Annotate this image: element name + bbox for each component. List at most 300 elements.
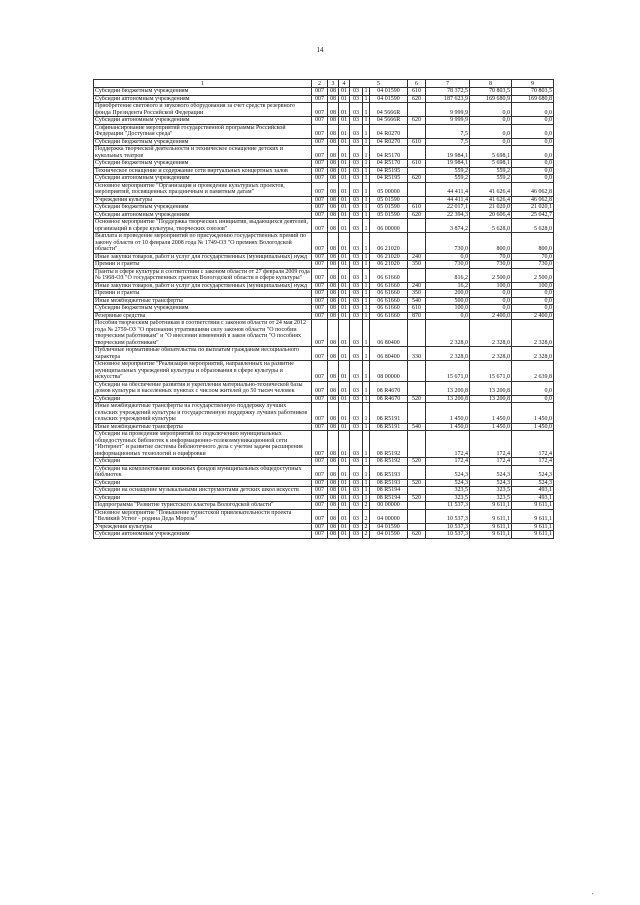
row-cell-c5c: 06 61660 bbox=[370, 305, 408, 313]
row-cell-c5c: 04 00000 bbox=[370, 509, 408, 523]
row-cell-c8: 2 328,0 bbox=[470, 320, 512, 347]
row-cell-c8: 41 626,4 bbox=[470, 196, 512, 204]
page-number: 14 bbox=[316, 46, 324, 54]
row-cell-c2: 007 bbox=[312, 312, 328, 320]
row-cell-c5a: 03 bbox=[350, 233, 363, 254]
row-cell-c7: 730,0 bbox=[426, 261, 470, 269]
row-cell-c5c: 08 R5194 bbox=[370, 487, 408, 495]
row-cell-c6: 540 bbox=[408, 297, 426, 305]
row-cell-c6: 870 bbox=[408, 312, 426, 320]
row-cell-c6: 240 bbox=[408, 282, 426, 290]
row-cell-c7: 172,4 bbox=[426, 431, 470, 458]
row-cell-c9: 2 400,0 bbox=[512, 312, 554, 320]
row-cell-c9: 0,0 bbox=[512, 146, 554, 160]
row-cell-c9: 70,0 bbox=[512, 253, 554, 261]
row-cell-c5b: 1 bbox=[363, 361, 370, 382]
row-cell-c5b: 1 bbox=[364, 290, 368, 296]
header-cell: 2 bbox=[312, 80, 328, 88]
row-cell-c6 bbox=[408, 523, 426, 531]
row-cell-c7: 78 372,5 bbox=[426, 88, 470, 96]
row-cell-c4: 01 bbox=[339, 297, 350, 305]
row-cell-c5a: 03 bbox=[350, 124, 363, 138]
table-row bbox=[94, 233, 554, 254]
row-cell-c9: 9 611,1 bbox=[512, 509, 554, 523]
row-cell-c8: 172,4 bbox=[470, 458, 512, 466]
row-cell-c8: 9 611,1 bbox=[470, 523, 512, 531]
row-cell-c8: 70 803,5 bbox=[470, 88, 512, 96]
row-cell-c5b: 1 bbox=[364, 160, 368, 166]
row-cell-c2: 007 bbox=[312, 347, 328, 361]
row-cell-c9: 25 042,7 bbox=[512, 211, 554, 219]
row-cell-c5c: 04 R5195 bbox=[370, 175, 408, 183]
header-cell: 9 bbox=[512, 80, 554, 88]
row-cell-c6 bbox=[408, 233, 426, 254]
row-label: Субсидии бюджетным учреждениям bbox=[94, 88, 312, 96]
row-cell-c2: 007 bbox=[312, 146, 328, 160]
row-cell-c5c: 06 61660 bbox=[370, 268, 408, 282]
row-cell-c5a: 03 bbox=[350, 502, 363, 510]
row-cell-c2: 007 bbox=[312, 117, 328, 125]
row-cell-c7: 816,2 bbox=[426, 268, 470, 282]
row-cell-c9: 0,0 bbox=[512, 138, 554, 146]
row-cell-c9: 0,0 bbox=[512, 175, 554, 183]
row-cell-c4: 01 bbox=[339, 502, 350, 510]
row-cell-c5a: 03 bbox=[350, 204, 363, 212]
row-cell-c6: 520 bbox=[408, 479, 426, 487]
row-cell-c7: 100,0 bbox=[426, 305, 470, 313]
row-cell-c3: 08 bbox=[328, 305, 339, 313]
row-label: Субсидии автономным учреждениям bbox=[94, 117, 312, 125]
row-cell-c5a: 03 bbox=[350, 531, 363, 539]
row-cell-c2: 007 bbox=[312, 465, 328, 479]
row-cell-c5c: 04 5666R bbox=[370, 103, 408, 117]
row-cell-c5b: 2 bbox=[363, 509, 370, 523]
row-cell-c7: 10 537,3 bbox=[426, 531, 470, 539]
row-cell-c8: 524,3 bbox=[470, 465, 512, 479]
row-cell-c5a: 03 bbox=[350, 282, 363, 290]
row-cell-c2: 007 bbox=[312, 88, 328, 96]
row-label: Субсидии автономным учреждениям bbox=[94, 175, 312, 183]
row-cell-c9: 5 628,0 bbox=[512, 219, 554, 233]
row-cell-c5c: 05 01590 bbox=[370, 196, 408, 204]
row-label: Основное мероприятие "Повышение туристской привлекательности проекта "Великий Устюг - родина Деда Мороза" bbox=[94, 509, 312, 523]
row-cell-c6 bbox=[408, 146, 426, 160]
row-cell-c9: 2 639,8 bbox=[512, 361, 554, 382]
table-row bbox=[94, 282, 554, 290]
row-cell-c5a: 03 bbox=[350, 423, 363, 431]
row-label: Гранты в сфере культуры в соответствии с законом области от 27 февраля 2009 года № 1968-ОЗ "О государственных грантах Вологодской области в сфере культуры" bbox=[95, 268, 310, 281]
table-row bbox=[94, 117, 554, 125]
row-cell-c5c: 08 00000 bbox=[370, 361, 408, 382]
row-cell-c4: 01 bbox=[339, 253, 350, 261]
row-cell-c5b: 1 bbox=[363, 431, 370, 458]
row-cell-c5a: 03 bbox=[350, 381, 363, 395]
row-cell-c4: 01 bbox=[339, 233, 350, 254]
row-cell-c5c: 05 00000 bbox=[370, 182, 408, 196]
row-cell-c8: 559,2 bbox=[470, 175, 512, 183]
row-cell-c4: 01 bbox=[339, 305, 350, 313]
row-cell-c2: 007 bbox=[312, 531, 328, 539]
row-cell-c5c: 04 R0270 bbox=[370, 124, 408, 138]
row-cell-c5c: 08 R5192 bbox=[370, 458, 408, 466]
row-cell-c7: 524,3 bbox=[426, 465, 470, 479]
row-cell-c9: 9 611,1 bbox=[512, 502, 554, 510]
row-cell-c7: 9 999,9 bbox=[426, 103, 470, 117]
row-cell-c8: 169 680,9 bbox=[470, 95, 512, 103]
row-cell-c5c: 06 80400 bbox=[370, 320, 408, 347]
row-cell-c4: 01 bbox=[339, 312, 350, 320]
row-cell-c5b: 1 bbox=[364, 297, 368, 304]
row-cell-c9: 2 328,0 bbox=[512, 320, 554, 347]
row-cell-c4: 01 bbox=[339, 167, 350, 175]
table-row bbox=[94, 204, 554, 212]
row-cell-c7: 7,5 bbox=[426, 124, 470, 138]
row-cell-c5b: 1 bbox=[364, 395, 368, 402]
row-cell-c5a: 03 bbox=[350, 160, 363, 168]
row-cell-c6 bbox=[408, 465, 426, 479]
row-cell-c6 bbox=[408, 196, 426, 204]
row-cell-c5a: 03 bbox=[350, 253, 363, 261]
row-cell-c8: 0,0 bbox=[470, 138, 512, 146]
row-cell-c4: 01 bbox=[339, 282, 350, 290]
row-cell-c9: 172,4 bbox=[512, 458, 554, 466]
row-cell-c2: 007 bbox=[312, 95, 328, 103]
row-label: Субсидии автономным учреждениям bbox=[94, 211, 312, 219]
row-cell-c5c: 00 00000 bbox=[370, 502, 408, 510]
row-cell-c2: 007 bbox=[312, 196, 328, 204]
row-label: Учреждения культуры bbox=[94, 196, 312, 204]
row-cell-c5c: 04 R0270 bbox=[370, 138, 408, 146]
row-label: Основное мероприятие "Реализация мероприятий, направленных на развитие муниципальных учреждений культуры и образования в сфере культуры и искусства" bbox=[94, 361, 312, 382]
row-cell-c4: 01 bbox=[339, 182, 350, 196]
row-cell-c3: 08 bbox=[328, 312, 339, 320]
row-cell-c5c: 06 61660 bbox=[370, 282, 408, 290]
row-cell-c5b: 1 bbox=[363, 347, 370, 361]
row-cell-c6 bbox=[408, 268, 426, 282]
row-cell-c8: 800,0 bbox=[470, 233, 512, 254]
row-cell-c2: 007 bbox=[312, 261, 328, 269]
row-cell-c5b: 1 bbox=[364, 196, 368, 203]
row-cell-c9: 0,0 bbox=[512, 395, 554, 403]
row-cell-c3: 08 bbox=[328, 509, 339, 523]
table-row bbox=[94, 95, 554, 103]
row-cell-c8: 323,5 bbox=[470, 494, 512, 502]
row-cell-c5a: 03 bbox=[350, 268, 363, 282]
row-cell-c8: 20 606,4 bbox=[470, 211, 512, 219]
table-row bbox=[94, 211, 554, 219]
table-row bbox=[94, 320, 554, 347]
row-cell-c7: 3 874,2 bbox=[426, 219, 470, 233]
row-cell-c5c: 04 5666R bbox=[370, 117, 408, 125]
table-row bbox=[94, 502, 554, 510]
row-cell-c4: 01 bbox=[339, 160, 350, 168]
row-cell-c4: 01 bbox=[339, 196, 350, 204]
row-cell-c2: 007 bbox=[312, 523, 328, 531]
table-row bbox=[94, 160, 554, 168]
row-cell-c5a: 03 bbox=[350, 95, 363, 103]
row-cell-c7: 500,0 bbox=[426, 297, 470, 305]
row-cell-c5c: 06 21020 bbox=[370, 253, 408, 261]
row-cell-c8: 172,4 bbox=[470, 431, 512, 458]
row-cell-c5c: 04 01590 bbox=[370, 523, 408, 531]
row-cell-c5b: 1 bbox=[364, 312, 368, 319]
row-cell-c2: 007 bbox=[312, 487, 328, 495]
row-cell-c2: 007 bbox=[312, 182, 328, 196]
row-cell-c2: 007 bbox=[312, 381, 328, 395]
row-cell-c4: 01 bbox=[339, 290, 350, 298]
row-cell-c7: 172,4 bbox=[426, 458, 470, 466]
row-cell-c5c: 04 01590 bbox=[370, 531, 408, 539]
row-cell-c7: 11 537,3 bbox=[426, 502, 470, 510]
table-row bbox=[94, 297, 554, 305]
row-cell-c5b: 1 bbox=[363, 465, 370, 479]
row-cell-c3: 08 bbox=[328, 479, 339, 487]
row-cell-c3: 08 bbox=[328, 381, 339, 395]
row-cell-c7: 187 623,9 bbox=[426, 95, 470, 103]
row-cell-c3: 08 bbox=[328, 494, 339, 502]
row-cell-c6: 610 bbox=[408, 305, 426, 313]
row-cell-c5a: 03 bbox=[350, 347, 363, 361]
row-cell-c5a: 03 bbox=[350, 88, 363, 96]
row-cell-c7: 559,2 bbox=[426, 167, 470, 175]
table-row bbox=[94, 361, 554, 382]
row-cell-c8: 559,2 bbox=[470, 167, 512, 175]
row-cell-c6: 620 bbox=[408, 117, 426, 125]
row-cell-c5b: 2 bbox=[364, 502, 368, 508]
row-cell-c2: 007 bbox=[312, 204, 328, 212]
table-row bbox=[94, 465, 554, 479]
row-cell-c3: 08 bbox=[328, 182, 339, 196]
row-cell-c4: 01 bbox=[339, 320, 350, 347]
row-cell-c2: 007 bbox=[312, 479, 328, 487]
table-row bbox=[94, 219, 554, 233]
row-cell-c5b: 1 bbox=[364, 175, 368, 181]
row-cell-c3: 08 bbox=[328, 204, 339, 212]
row-cell-c2: 007 bbox=[312, 403, 328, 424]
row-cell-c3: 08 bbox=[328, 261, 339, 269]
row-cell-c3: 08 bbox=[328, 268, 339, 282]
table-row bbox=[94, 196, 554, 204]
row-cell-c2: 007 bbox=[312, 138, 328, 146]
row-label: Иные межбюджетные трансферты bbox=[94, 423, 312, 431]
row-cell-c9: 46 062,8 bbox=[512, 182, 554, 196]
row-cell-c5b: 1 bbox=[363, 124, 370, 138]
row-cell-c9: 0,0 bbox=[512, 305, 554, 313]
row-label: Пособия творческим работникам в соответствии с законом области от 24 мая 2012 года № 2759-ОЗ "О признании утратившими силу законов области "О пособии творческим работникам" и "О внесении изменений в закон области "О пособиях творческим работникам" bbox=[94, 320, 312, 347]
row-cell-c9: 169 680,8 bbox=[512, 95, 554, 103]
table-row bbox=[94, 494, 554, 502]
row-cell-c5a: 03 bbox=[350, 103, 363, 117]
row-cell-c5a: 03 bbox=[350, 487, 363, 495]
row-cell-c9: 1 450,0 bbox=[512, 403, 554, 424]
table-row bbox=[94, 479, 554, 487]
row-cell-c5a: 03 bbox=[350, 458, 363, 466]
row-cell-c5a: 03 bbox=[350, 395, 363, 403]
row-cell-c9: 0,0 bbox=[512, 117, 554, 125]
row-cell-c3: 08 bbox=[328, 423, 339, 431]
row-cell-c3: 08 bbox=[328, 211, 339, 219]
row-label: Субсидии на оснащение музыкальными инструментами детских школ искусств bbox=[94, 487, 312, 495]
row-cell-c6: 620 bbox=[408, 211, 426, 219]
row-cell-c5c: 08 R5194 bbox=[370, 494, 408, 502]
row-cell-c2: 007 bbox=[312, 423, 328, 431]
row-cell-c5b: 1 bbox=[364, 204, 368, 210]
row-cell-c2: 007 bbox=[312, 290, 328, 298]
row-cell-c9: 0,0 bbox=[512, 297, 554, 305]
row-cell-c6 bbox=[408, 431, 426, 458]
table-row bbox=[94, 312, 554, 320]
row-cell-c6 bbox=[408, 502, 426, 510]
row-cell-c4: 01 bbox=[339, 219, 350, 233]
table-row bbox=[94, 167, 554, 175]
table-row bbox=[94, 261, 554, 269]
row-cell-c6: 620 bbox=[408, 175, 426, 183]
row-cell-c5b: 1 bbox=[364, 211, 368, 218]
row-label: Публичные нормативные обязательства по выплатам гражданам несоциального характера bbox=[94, 347, 312, 361]
row-cell-c2: 007 bbox=[312, 103, 328, 117]
row-cell-c5a: 03 bbox=[350, 403, 363, 424]
row-cell-c6 bbox=[408, 167, 426, 175]
row-cell-c5b: 1 bbox=[363, 146, 370, 160]
row-cell-c6: 520 bbox=[408, 395, 426, 403]
row-cell-c7: 7,5 bbox=[426, 138, 470, 146]
row-cell-c9: 1 450,0 bbox=[512, 423, 554, 431]
budget-table-body bbox=[94, 80, 554, 539]
row-cell-c5a: 03 bbox=[350, 494, 363, 502]
row-cell-c9: 524,3 bbox=[512, 465, 554, 479]
row-cell-c5c: 08 R5191 bbox=[370, 423, 408, 431]
row-cell-c5b: 1 bbox=[363, 233, 370, 254]
row-cell-c6: 610 bbox=[408, 88, 426, 96]
row-cell-c4: 01 bbox=[339, 124, 350, 138]
row-cell-c7: 10 537,3 bbox=[426, 509, 470, 523]
row-cell-c6 bbox=[408, 182, 426, 196]
row-cell-c4: 01 bbox=[339, 175, 350, 183]
row-cell-c7: 0,0 bbox=[426, 253, 470, 261]
row-cell-c5a: 03 bbox=[350, 146, 363, 160]
row-cell-c5b: 1 bbox=[364, 253, 368, 260]
row-cell-c5c: 04 01590 bbox=[370, 88, 408, 96]
row-cell-c9: 70 803,5 bbox=[512, 88, 554, 96]
table-row bbox=[94, 103, 554, 117]
row-cell-c6: 330 bbox=[408, 347, 426, 361]
row-cell-c5c: 04 R5170 bbox=[370, 160, 408, 168]
row-cell-c8: 0,0 bbox=[470, 290, 512, 298]
row-label: Субсидии автономным учреждениям bbox=[94, 95, 312, 103]
row-cell-c5c: 06 21020 bbox=[370, 261, 408, 269]
row-cell-c9: 493,1 bbox=[512, 494, 554, 502]
row-cell-c7: 2 328,0 bbox=[426, 347, 470, 361]
row-cell-c4: 01 bbox=[339, 395, 350, 403]
row-cell-c5b: 1 bbox=[363, 103, 370, 117]
row-label: Техническое оснащение и содержание сети виртуальных концертных залов bbox=[94, 167, 312, 175]
row-cell-c3: 08 bbox=[328, 320, 339, 347]
row-cell-c2: 007 bbox=[312, 175, 328, 183]
row-cell-c3: 08 bbox=[328, 103, 339, 117]
row-cell-c5c: 06 80400 bbox=[370, 347, 408, 361]
row-cell-c6: 240 bbox=[408, 253, 426, 261]
row-cell-c3: 08 bbox=[328, 431, 339, 458]
row-cell-c4: 01 bbox=[339, 431, 350, 458]
row-cell-c5c: 08 R4670 bbox=[370, 395, 408, 403]
row-cell-c3: 08 bbox=[328, 146, 339, 160]
row-cell-c8: 323,5 bbox=[470, 487, 512, 495]
row-cell-c8: 21 020,0 bbox=[470, 204, 512, 212]
row-cell-c4: 01 bbox=[339, 494, 350, 502]
row-cell-c5a: 03 bbox=[350, 465, 363, 479]
table-row bbox=[94, 395, 554, 403]
row-cell-c4: 01 bbox=[339, 95, 350, 103]
row-cell-c7: 200,0 bbox=[426, 290, 470, 298]
row-cell-c5b: 1 bbox=[363, 320, 370, 347]
table-row bbox=[94, 531, 554, 539]
row-cell-c9: 0,0 bbox=[512, 381, 554, 395]
row-cell-c3: 08 bbox=[328, 502, 339, 510]
row-cell-c3: 08 bbox=[328, 297, 339, 305]
row-cell-c9: 800,0 bbox=[512, 233, 554, 254]
row-cell-c3: 08 bbox=[328, 117, 339, 125]
row-cell-c5c: 06 00000 bbox=[370, 219, 408, 233]
row-cell-c9: 172,4 bbox=[512, 431, 554, 458]
table-row bbox=[94, 403, 554, 424]
row-cell-c5a: 03 bbox=[350, 523, 363, 531]
row-cell-c8: 0,0 bbox=[470, 297, 512, 305]
row-cell-c8: 15 671,0 bbox=[470, 361, 512, 382]
row-label: Приобретение светового и звукового оборудования за счет средств резервного фонда Президента Российской Федерации bbox=[94, 103, 312, 117]
row-cell-c5c: 08 R4670 bbox=[370, 381, 408, 395]
row-cell-c6: 610 bbox=[408, 160, 426, 168]
row-cell-c5c: 06 61660 bbox=[370, 290, 408, 298]
row-cell-c5a: 03 bbox=[350, 290, 363, 298]
row-cell-c7: 44 411,4 bbox=[426, 182, 470, 196]
row-cell-c2: 007 bbox=[312, 297, 328, 305]
row-cell-c8: 9 611,1 bbox=[470, 502, 512, 510]
row-cell-c7: 1 450,0 bbox=[426, 423, 470, 431]
row-cell-c3: 08 bbox=[328, 196, 339, 204]
row-cell-c6: 350 bbox=[408, 290, 426, 298]
row-cell-c5a: 03 bbox=[350, 219, 363, 233]
row-cell-c6 bbox=[408, 381, 426, 395]
row-cell-c3: 08 bbox=[328, 95, 339, 103]
row-cell-c4: 01 bbox=[339, 509, 350, 523]
row-cell-c3: 08 bbox=[328, 458, 339, 466]
row-cell-c8: 5 698,1 bbox=[470, 146, 512, 160]
footer-mark: ' bbox=[592, 893, 594, 899]
row-label: Резервные средства bbox=[94, 312, 312, 320]
header-cell: 6 bbox=[408, 80, 426, 88]
row-cell-c5a: 03 bbox=[350, 312, 363, 320]
row-label: Субсидии на комплектование книжных фондов муниципальных общедоступных библиотек bbox=[94, 465, 312, 479]
row-cell-c5c: 08 R5193 bbox=[370, 479, 408, 487]
row-label: Субсидии на обеспечение развития и укрепления материально-технической базы домов культуры в населенных пунктах с числом жителей до 50 тысяч человек bbox=[94, 381, 312, 395]
row-cell-c3: 08 bbox=[328, 523, 339, 531]
table-row bbox=[94, 423, 554, 431]
row-cell-c5b: 1 bbox=[363, 403, 370, 424]
row-cell-c6: 540 bbox=[408, 423, 426, 431]
row-cell-c2: 007 bbox=[312, 282, 328, 290]
row-label: Выплата и проведение мероприятий по присуждению государственных премий по закону области от 10 февраля 2008 года № 1749-ОЗ "О премиях Вологодской области" bbox=[94, 233, 312, 254]
row-cell-c9: 100,0 bbox=[512, 282, 554, 290]
row-cell-c6: 610 bbox=[408, 138, 426, 146]
row-cell-c8: 13 200,8 bbox=[470, 381, 512, 395]
row-cell-c8: 2 328,0 bbox=[470, 347, 512, 361]
table-row bbox=[94, 509, 554, 523]
row-cell-c5b: 1 bbox=[363, 381, 370, 395]
row-cell-c4: 01 bbox=[339, 523, 350, 531]
row-cell-c7: 22 394,3 bbox=[426, 211, 470, 219]
row-cell-c5b: 1 bbox=[364, 458, 368, 464]
row-cell-c3: 08 bbox=[328, 138, 339, 146]
